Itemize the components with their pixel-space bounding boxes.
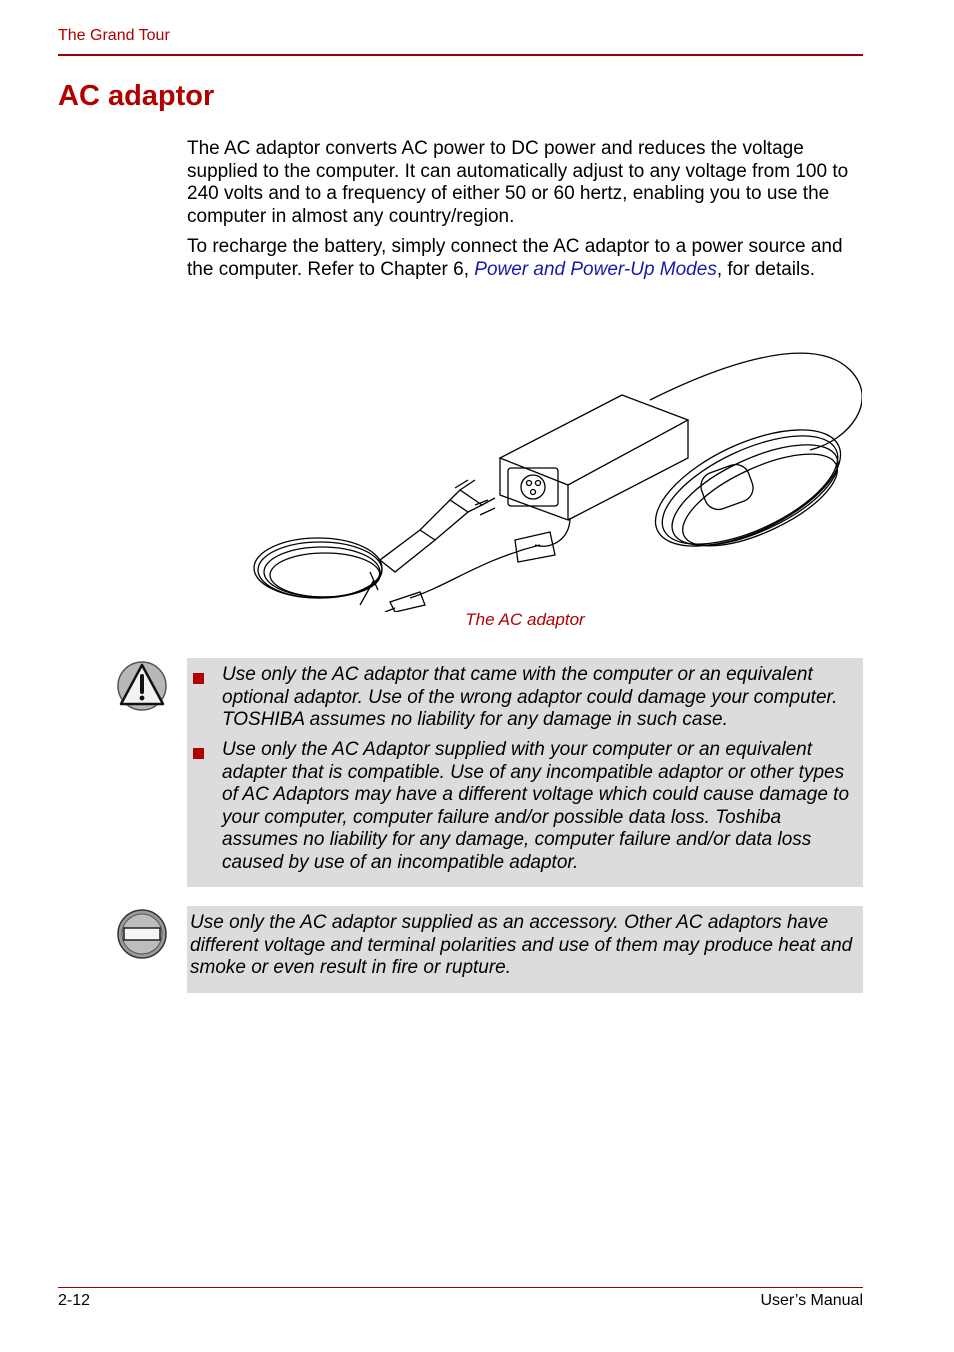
caution-text: Use only the AC adaptor supplied as an accessory. Other AC adaptors have different voltage and terminal polarities and use of them may produce heat and smoke or even result in fire or rupture. — [190, 912, 853, 979]
warning-triangle-icon — [116, 660, 168, 712]
no-entry-icon — [116, 908, 168, 960]
wall-plug — [380, 480, 495, 572]
header-rule — [58, 54, 863, 56]
warning-text: Use only the AC adaptor that came with the computer or an equivalent optional adaptor. Use of the wrong adaptor could damage your computer. TOSHIBA assumes no liability for any damage in such case. — [222, 664, 838, 731]
running-header: The Grand Tour — [58, 27, 170, 44]
figure-caption: The AC adaptor — [465, 610, 585, 629]
warning-text: Use only the AC Adaptor supplied with your computer or an equivalent adapter that is compatible. Use of any incompatible adaptor or other types of AC Adaptors may have a different voltage which could cause damage to your computer, computer failure and/or possible data loss. Toshiba assumes no liability for any damage, computer failure and/or data loss caused by use of an incompatible adaptor. — [222, 739, 850, 873]
manual-name: User’s Manual — [760, 1292, 863, 1309]
warning-box — [187, 658, 863, 887]
bullet-square — [193, 748, 204, 759]
dc-cable-coil — [639, 406, 857, 570]
ac-adaptor-illustration — [250, 340, 862, 612]
power-cord-coil — [254, 538, 382, 605]
intro-paragraph: The AC adaptor converts AC power to DC power and reduces the voltage supplied to the computer. It can automatically adjust to any voltage from 100 to 240 volts and to a frequency of either 50 or 60 hertz, enabling you to use the computer in almost any country/region. — [187, 138, 849, 227]
page-title: AC adaptor — [58, 80, 215, 112]
adaptor-brick — [500, 395, 688, 520]
dc-cable — [385, 353, 862, 612]
bullet-square — [193, 673, 204, 684]
chapter-link[interactable]: Power and Power-Up Modes — [474, 258, 717, 280]
caution-box — [187, 906, 863, 993]
recharge-text: To recharge the battery, simply connect the AC adaptor to a power source and the computer. Refer to Chapter 6, — [187, 236, 843, 280]
footer-rule — [58, 1287, 863, 1288]
warning-item — [187, 664, 863, 732]
recharge-text-end: , for details. — [716, 258, 816, 280]
recharge-paragraph — [187, 236, 867, 281]
page-number: 2-12 — [58, 1292, 91, 1309]
warning-item — [187, 739, 863, 875]
